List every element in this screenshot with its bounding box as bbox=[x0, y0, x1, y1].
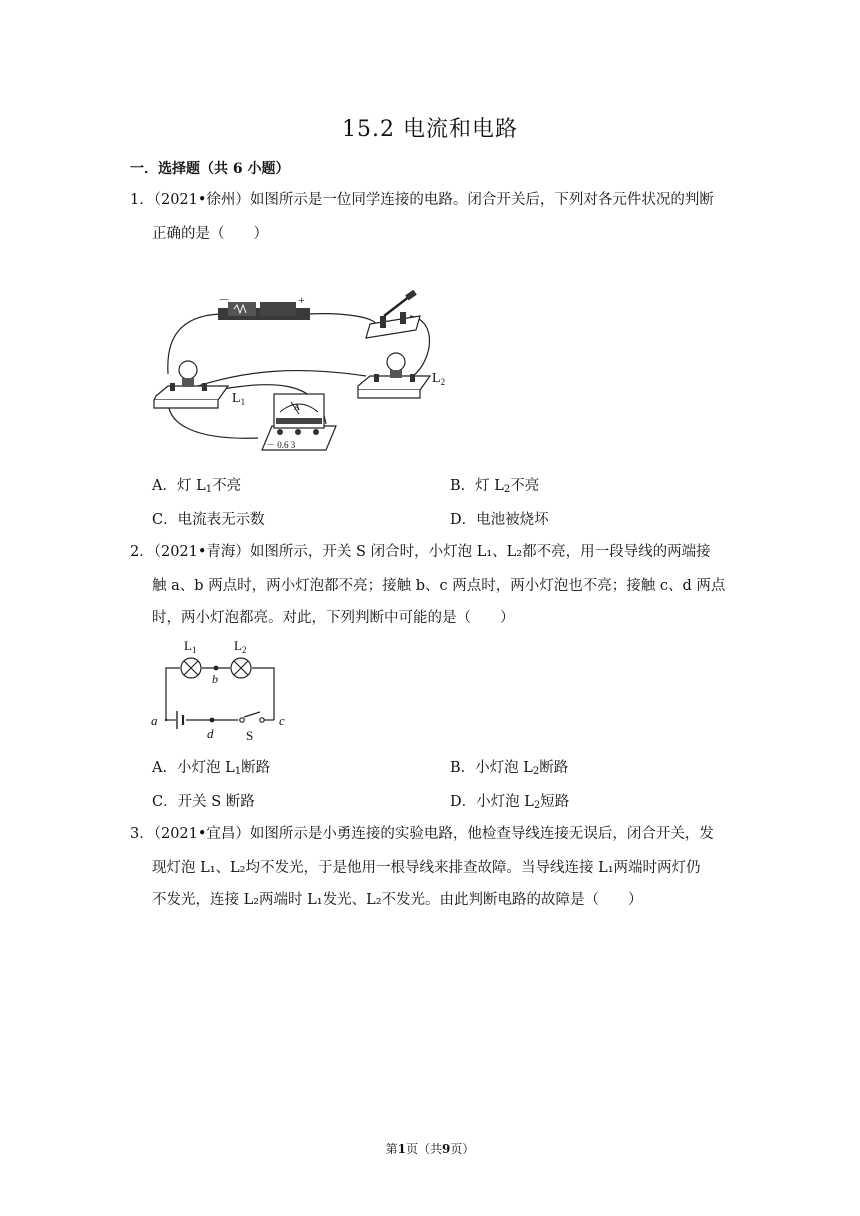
q2-point-d: d bbox=[207, 726, 214, 741]
q2-point-a: a bbox=[151, 713, 158, 728]
q3-stem-line2: 现灯泡 L₁、L₂均不发光，于是他用一根导线来排查故障。当导线连接 L₁两端时两灯仍 bbox=[152, 860, 701, 876]
q2-option-b[interactable]: B．小灯泡 $L_2$断路 bbox=[450, 760, 569, 777]
ammeter bbox=[262, 394, 336, 450]
knife-switch bbox=[366, 290, 420, 338]
battery-plus-label: + bbox=[298, 293, 305, 307]
q1-circuit-figure bbox=[148, 290, 448, 466]
ammeter-scale-label: － 0.6 3 bbox=[266, 440, 296, 450]
q1-option-a[interactable]: A．灯 $L_1$不亮 bbox=[152, 478, 242, 495]
q2-l1-sub: 1 bbox=[191, 645, 197, 655]
q2-l1-label: L bbox=[184, 638, 192, 653]
q2-option-c[interactable]: C．开关 S 断路 bbox=[152, 794, 255, 810]
svg-text:L1 bbox=[232, 391, 245, 407]
battery bbox=[218, 293, 310, 320]
ammeter-symbol: A bbox=[294, 403, 300, 412]
q3-stem-line1: 3．（2021•宜昌）如图所示是小勇连接的实验电路，他检查导线连接无误后，闭合开关，发 bbox=[130, 826, 714, 842]
q1-l2-sub: 2 bbox=[440, 377, 446, 387]
svg-text:L2 bbox=[432, 371, 445, 387]
q1-stem-line1: 1．（2021•徐州）如图所示是一位同学连接的电路。闭合开关后，下列对各元件状况的判断 bbox=[130, 192, 714, 208]
q2-point-b: b bbox=[212, 672, 218, 686]
q1-option-b[interactable]: B．灯 $L_2$不亮 bbox=[450, 478, 540, 495]
q2-stem-line2: 触 a、b 两点时，两小灯泡都不亮；接触 b、c 两点时，两小灯泡也不亮；接触 c、d 两点 bbox=[152, 578, 726, 594]
q2-circuit-diagram bbox=[146, 632, 296, 744]
q1-l1-label: L bbox=[232, 391, 241, 406]
q1-option-d[interactable]: D．电池被烧坏 bbox=[450, 512, 549, 528]
page-title: 15.2 电流和电路 bbox=[342, 117, 518, 142]
q2-option-d[interactable]: D．小灯泡 $L_2$短路 bbox=[450, 794, 570, 811]
svg-text:L1 bbox=[184, 638, 196, 655]
svg-text:L2 bbox=[234, 638, 246, 655]
q1-option-c[interactable]: C．电流表无示数 bbox=[152, 512, 265, 528]
lamp-l2 bbox=[358, 353, 445, 398]
q2-switch-s: S bbox=[246, 728, 254, 743]
page-footer: 第1页（共9页） bbox=[385, 1142, 475, 1156]
q2-stem-line3: 时，两小灯泡都亮。对此，下列判断中可能的是（ ） bbox=[152, 610, 515, 626]
q3-stem-line3: 不发光，连接 L₂两端时 L₁发光、L₂不发光。由此判断电路的故障是（ ） bbox=[152, 892, 643, 908]
q1-l2-label: L bbox=[432, 371, 441, 386]
q2-stem-line1: 2．（2021•青海）如图所示，开关 S 闭合时，小灯泡 L₁、L₂都不亮，用一段导线的两端接 bbox=[130, 544, 711, 560]
q2-l2-label: L bbox=[234, 638, 242, 653]
battery-minus-label: － bbox=[218, 293, 231, 307]
q1-l1-sub: 1 bbox=[240, 397, 246, 407]
q2-point-c: c bbox=[279, 713, 285, 728]
q2-option-a[interactable]: A．小灯泡 $L_1$断路 bbox=[152, 760, 271, 777]
q2-l2-sub: 2 bbox=[241, 645, 247, 655]
q1-stem-line2: 正确的是（ ） bbox=[152, 226, 268, 242]
section-heading: 一．选择题（共 6 小题） bbox=[130, 161, 290, 177]
